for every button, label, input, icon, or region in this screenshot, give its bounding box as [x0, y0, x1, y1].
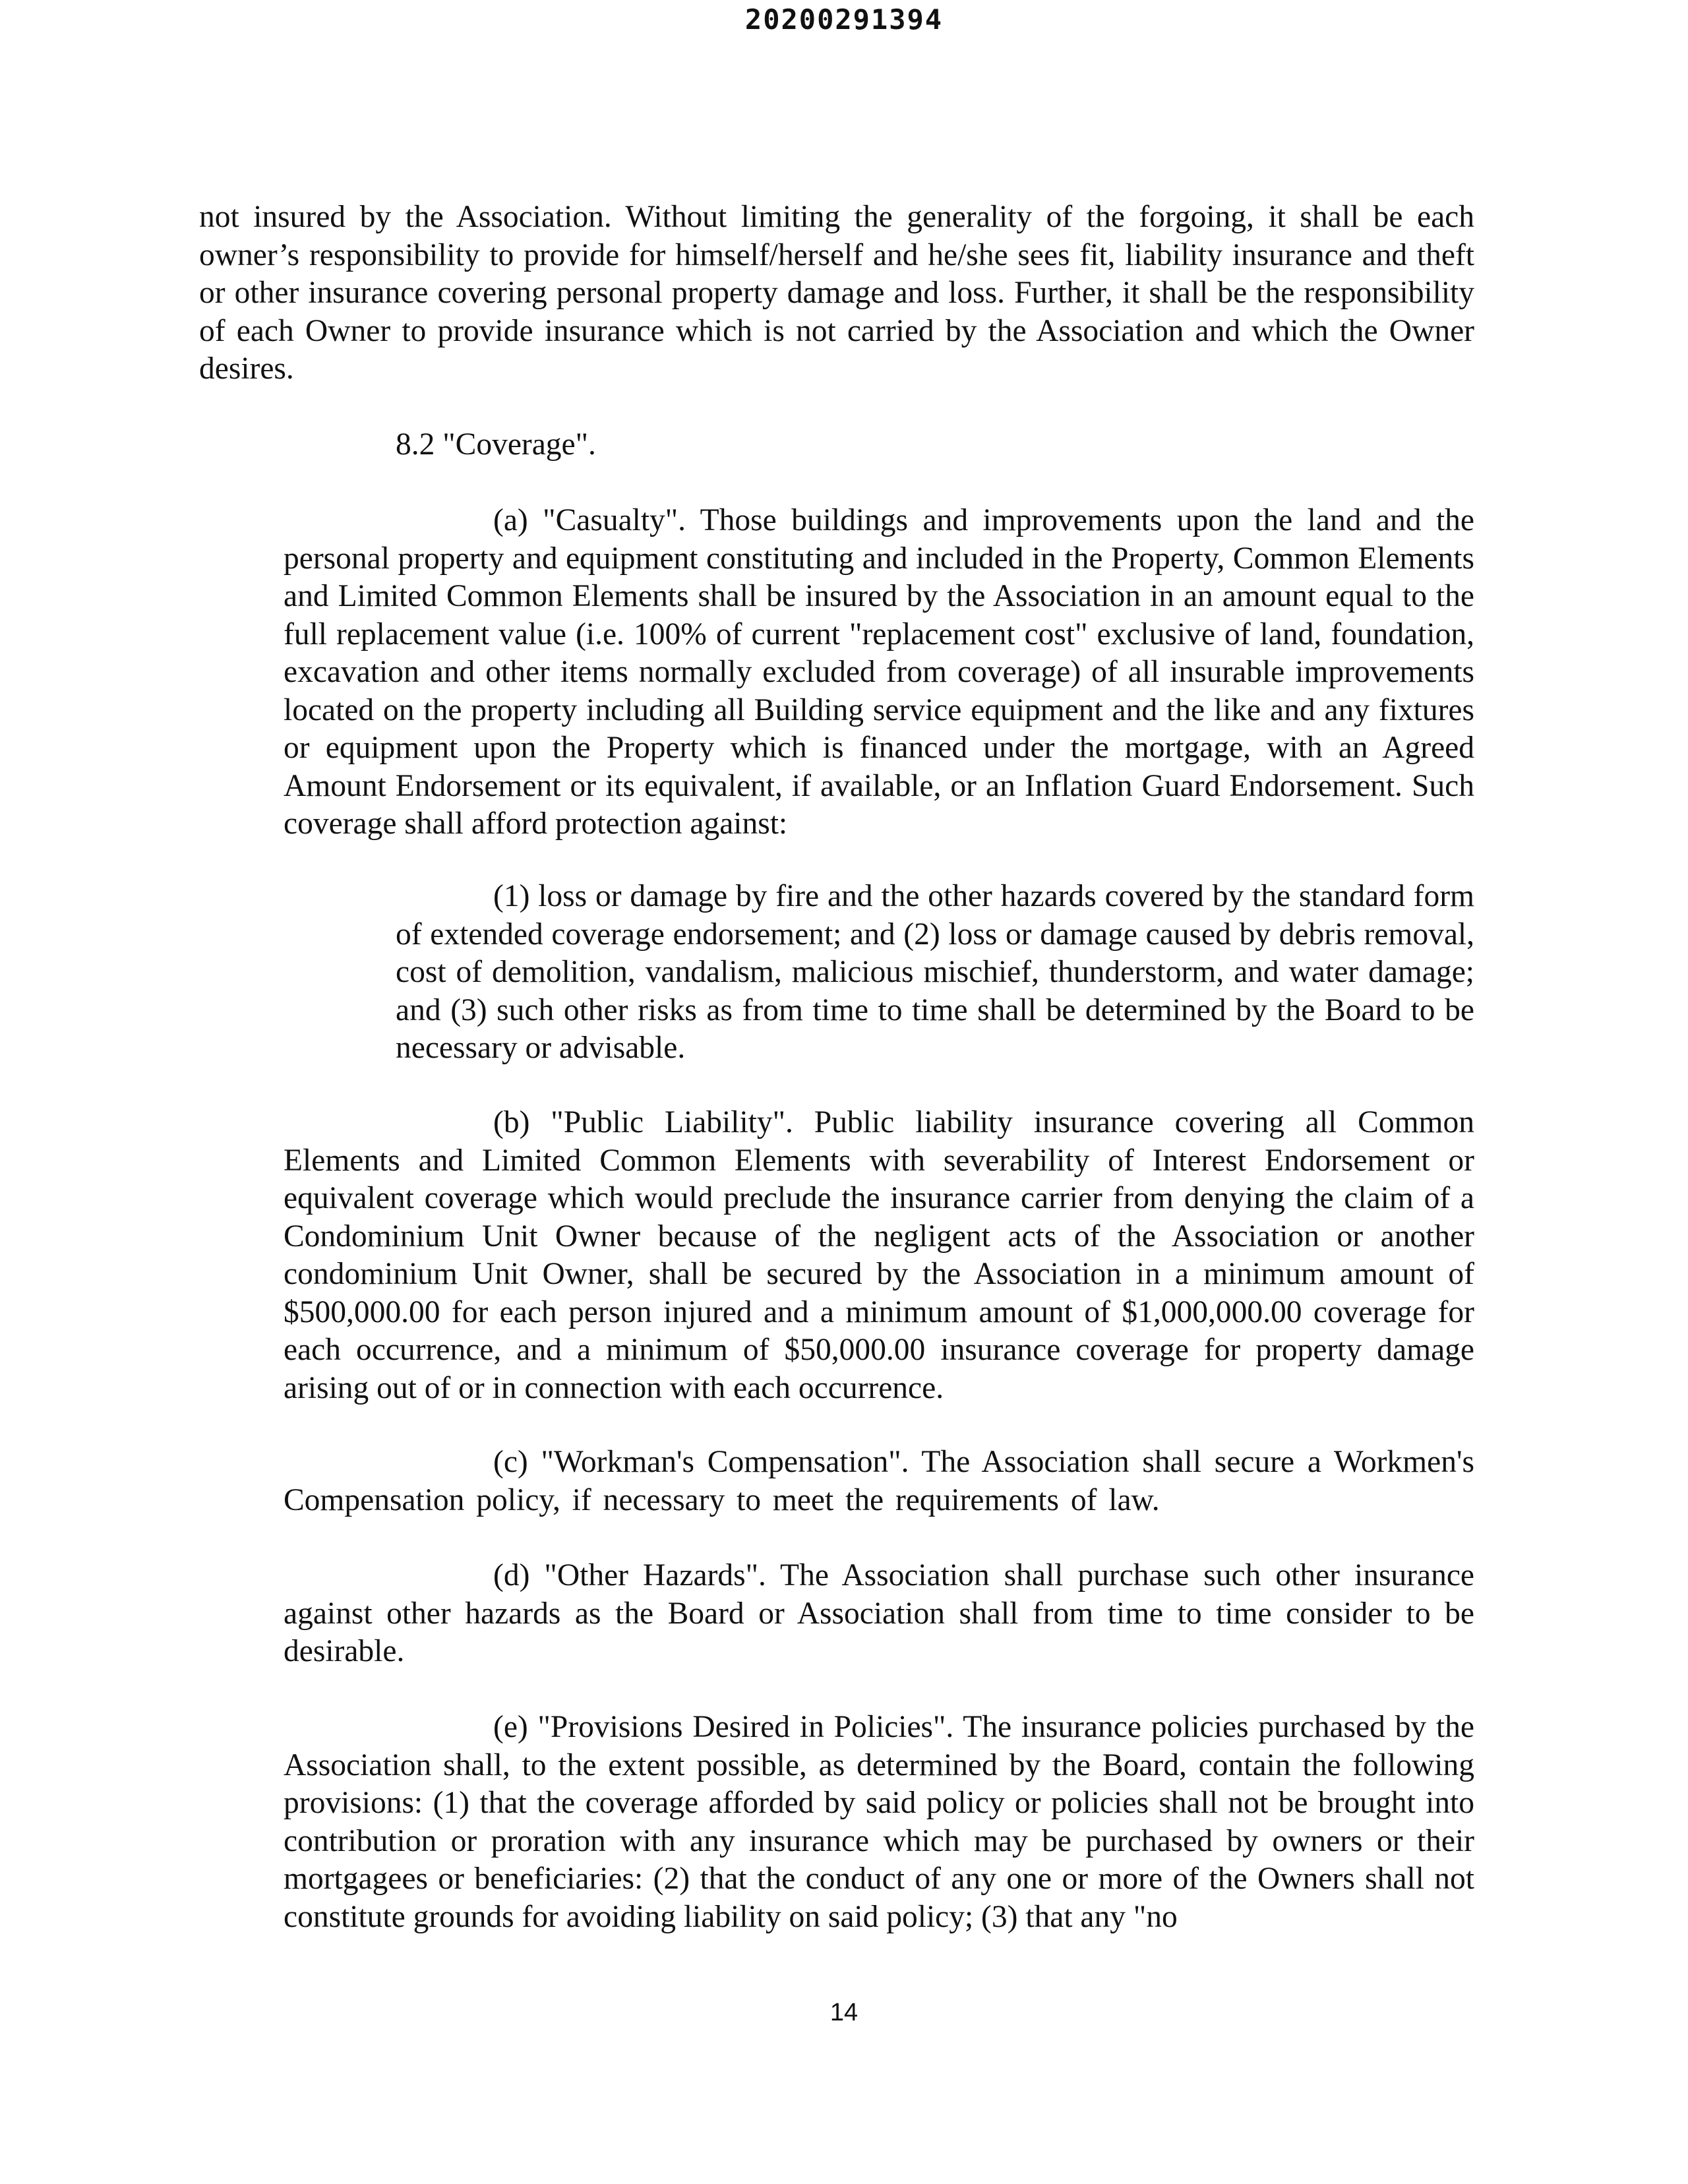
- subsection-b-paragraph: (b) "Public Liability". Public liability insurance covering all Common Elements and Limited Common Elements with severability of Interest Endorsement or equivalent coverage which would preclude the insurance carrier from denying the claim of a Condominium Unit Owner because of the negligent acts of the Association or another condominium Unit Owner, shall be secured by the Association in a minimum amount of $500,000.00 for each person injured and a minimum amount of $1,000,000.00 coverage for each occurrence, and a minimum of $50,000.00 insurance coverage for property damage arising out of or in connection with each occurrence.: [284, 1105, 1474, 1405]
- section-heading: 8.2 "Coverage".: [396, 427, 596, 462]
- subsection-a-list-paragraph: (1) loss or damage by fire and the other hazards covered by the standard form of extended coverage endorsement; and (2) loss or damage caused by debris removal, cost of demolition, vandalism, malicious mischief, thunderstorm, and water damage; and (3) such other risks as from time to time shall be determined by the Board to be necessary or advisable.: [396, 879, 1474, 1065]
- subsection-d-paragraph: (d) "Other Hazards". The Association shall purchase such other insurance against other hazards as the Board or Association shall from time to time consider to be desirable.: [284, 1558, 1474, 1668]
- intro-paragraph: not insured by the Association. Without limiting the generality of the forgoing, it shall be each owner’s responsibility to provide for himself/herself and he/she sees fit, liability insurance and theft or other insurance covering personal property damage and loss. Further, it shall be the responsibility of each Owner to provide insurance which is not carried by the Association and which the Owner desires.: [199, 200, 1474, 386]
- subsection-e-paragraph: (e) "Provisions Desired in Policies". The insurance policies purchased by the Association shall, to the extent possible, as determined by the Board, contain the following provisions: (1) that the coverage afforded by said policy or policies shall not be brought into contribution or proration with any insurance which may be purchased by owners or their mortgagees or beneficiaries: (2) that the conduct of any one or more of the Owners shall not constitute grounds for avoiding liability on said policy; (3) that any "no: [284, 1710, 1474, 1934]
- page-number: 14: [829, 1999, 859, 2026]
- subsection-c-paragraph: (c) "Workman's Compensation". The Association shall secure a Workmen's Compensation policy, if necessary to meet the requirements of law.: [284, 1445, 1474, 1517]
- document-number: 20200291394: [744, 3, 944, 36]
- subsection-a-paragraph: (a) "Casualty". Those buildings and improvements upon the land and the personal property and equipment constituting and included in the Property, Common Elements and Limited Common Elements shall be insured by the Association in an amount equal to the full replacement value (i.e. 100% of current "replacement cost" exclusive of land, foundation, excavation and other items normally excluded from coverage) of all insurable improvements located on the property including all Building service equipment and the like and any fixtures or equipment upon the Property which is financed under the mortgage, with an Agreed Amount Endorsement or its equivalent, if available, or an Inflation Guard Endorsement. Such coverage shall afford protection against:: [284, 503, 1474, 841]
